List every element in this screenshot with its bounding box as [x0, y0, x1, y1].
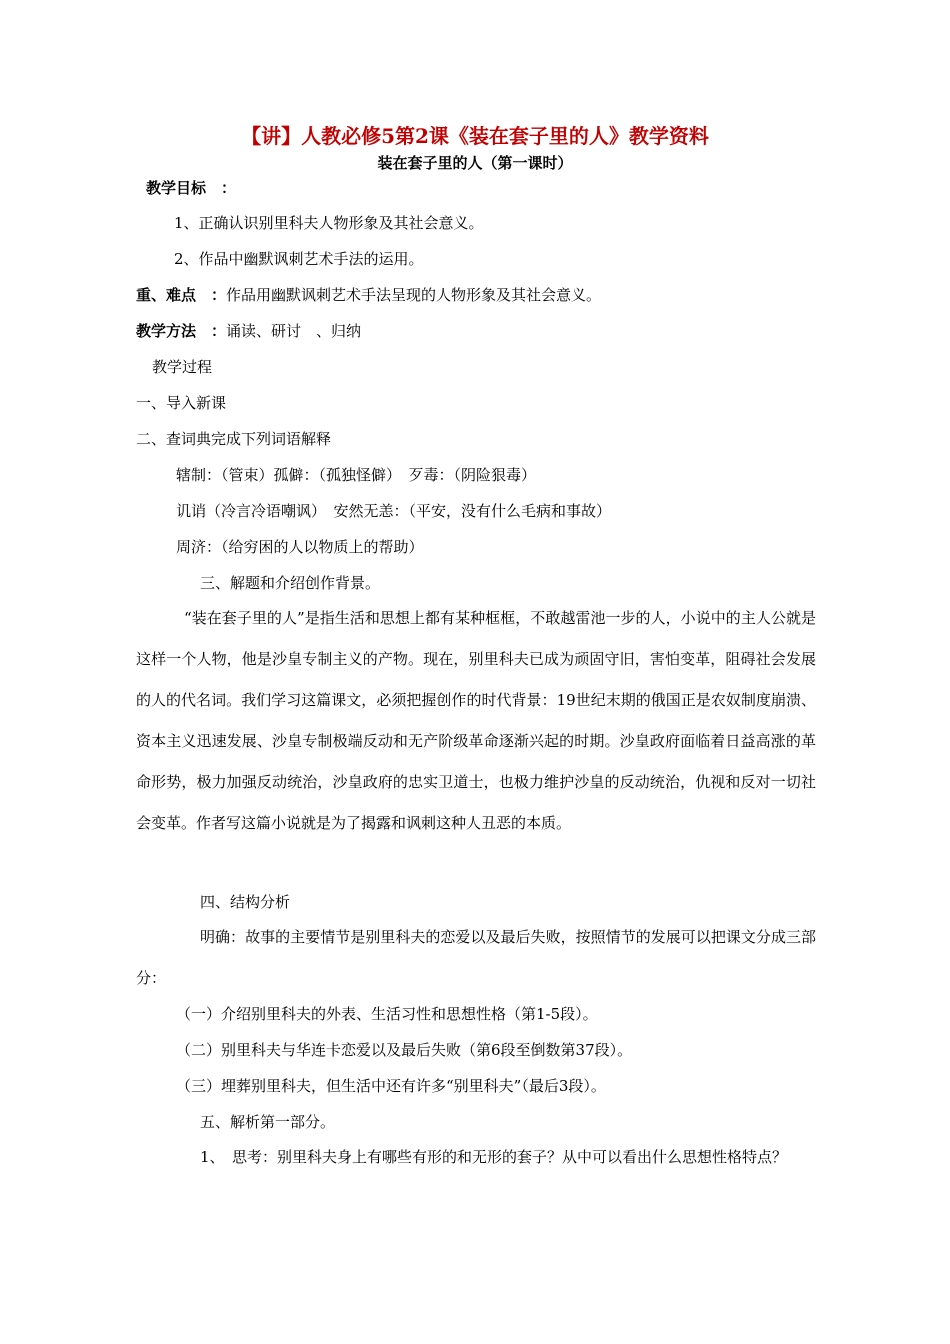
vocab-line: 周济：（给穷困的人以物质上的帮助） — [176, 538, 424, 556]
question-text: 1、 思考：别里科夫身上有哪些有形的和无形的套子？从中可以看出什么思想性格特点？ — [200, 1148, 788, 1166]
methods-text: 诵读、研讨 、归纳 — [226, 322, 362, 340]
key-points-text: 作品用幽默讽刺艺术手法呈现的人物形象及其社会意义。 — [226, 286, 602, 304]
vocab-line: 讥诮（冷言冷语嘲讽） 安然无恙：（平安，没有什么毛病和事故） — [176, 502, 612, 520]
objective-item: 1、正确认识别里科夫人物形象及其社会意义。 — [174, 214, 484, 232]
structure-part: （一）介绍别里科夫的外表、生活习性和思想性格（第1-5段）。 — [176, 1005, 598, 1023]
question-paragraph — [136, 1137, 816, 1178]
methods-line — [136, 320, 361, 342]
background-text: “装在套子里的人”是指生活和思想上都有某种框框，不敢越雷池一步的人，小说中的主人公就是这样一个人物，他是沙皇专制主义的产物。现在，别里科夫已成为顽固守旧，害怕变革，阻碍社会发展的人的代名词。我们学习这篇课文，必须把握创作的时代背景：19世纪末期的俄国正是农奴制度崩溃、资本主义迅速发展、沙皇专制极端反动和无产阶级革命逐渐兴起的时期。沙皇政府面临着日益高涨的革命形势，极力加强反动统治，沙皇政府的忠实卫道士，也极力维护沙皇的反动统治，仇视和反对一切社会变革。作者写这篇小说就是为了揭露和讽刺这种人丑恶的本质。 — [136, 609, 816, 832]
process-label: 教学过程 — [152, 358, 213, 376]
objective-item: 2、作品中幽默讽刺艺术手法的运用。 — [174, 250, 424, 268]
methods-label: 教学方法 ： — [136, 322, 227, 340]
structure-part: （三）埋葬别里科夫，但生活中还有许多“别里科夫”（最后3段）。 — [176, 1077, 606, 1095]
objectives-label: 教学目标 ： — [146, 179, 237, 197]
document-subtitle: 装在套子里的人（第一课时） — [377, 154, 573, 172]
background-paragraph — [136, 598, 816, 844]
structure-text: 明确：故事的主要情节是别里科夫的恋爱以及最后失败，按照情节的发展可以把课文分成三部分： — [136, 928, 816, 987]
key-points-line — [136, 284, 601, 306]
structure-part: （二）别里科夫与华连卡恋爱以及最后失败（第6段至倒数第37段）。 — [176, 1041, 633, 1059]
section-heading: 一、导入新课 — [136, 394, 227, 412]
section-heading: 五、解析第一部分。 — [200, 1113, 336, 1131]
section-heading: 二、查词典完成下列词语解释 — [136, 430, 332, 448]
structure-paragraph — [136, 917, 816, 999]
section-heading: 四、结构分析 — [200, 893, 291, 911]
document-title: 【讲】人教必修5第2课《装在套子里的人》教学资料 — [241, 124, 709, 148]
key-points-label: 重、难点 ： — [136, 286, 227, 304]
vocab-line: 辖制：（管束）孤僻：（孤独怪僻） 歹毒：（阴险狠毒） — [176, 466, 537, 484]
section-heading: 三、解题和介绍创作背景。 — [200, 574, 381, 592]
